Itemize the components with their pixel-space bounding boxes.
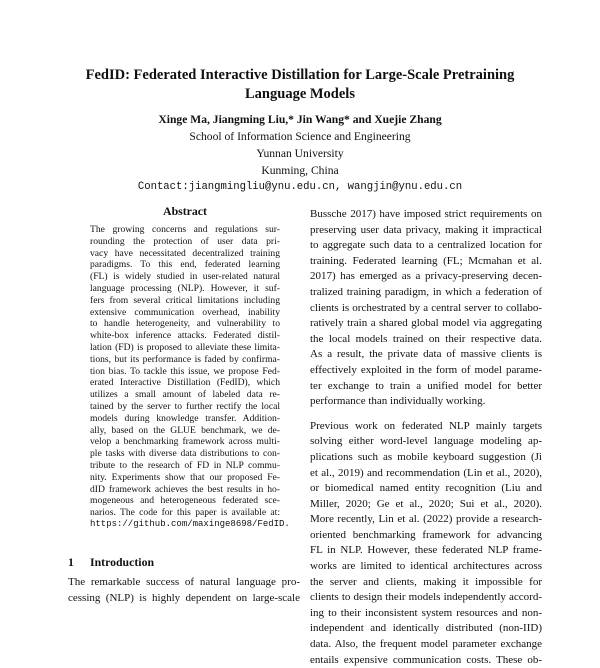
body-line: et al., 2019) and recommendation (Lin et al., 2020),: [310, 466, 542, 479]
body-line: plications such as mobile keyboard suggestion (Ji: [310, 450, 542, 463]
body-line: tralized training paradigm, in which a federation of: [310, 285, 542, 298]
abstract-line: nity. Experiments show that our proposed Fe-: [90, 471, 280, 483]
code-link[interactable]: https://github.com/maxinge8698/FedID.: [90, 518, 290, 529]
body-line: independent and identically distributed (non-IID): [310, 622, 542, 635]
section-heading-introduction: [68, 555, 154, 570]
abstract-line: rounding the protection of user data pri-: [90, 235, 280, 247]
body-line: Miller, 2020; Ge et al., 2020; Sui et al., 2020).: [310, 497, 542, 510]
location: Kunming, China: [261, 164, 339, 177]
abstract-line: ple tasks with diverse data distributions to con-: [90, 448, 280, 460]
abstract-line: ally, based on the GLUE benchmark, we de-: [90, 424, 280, 436]
title-line: FedID: Federated Interactive Distillation for Large-Scale Pretraining: [85, 67, 515, 83]
section-title: Introduction: [90, 555, 155, 569]
body-line: entails expensive communication costs. These ob-: [310, 653, 542, 666]
body-line: Previous work on federated NLP mainly targets: [310, 419, 542, 432]
affiliation: School of Information Science and Engineering: [189, 130, 411, 143]
abstract-line: lation (FD) is proposed to alleviate these limita-: [90, 341, 280, 353]
abstract-heading: Abstract: [163, 204, 207, 218]
intro-line: cessing (NLP) is highly dependent on large-scale: [68, 591, 300, 604]
body-line: As a result, the private data of massive clients is: [310, 348, 542, 361]
body-line: clients to design their models independently accord-: [310, 591, 542, 604]
body-line: data. Also, the frequent model parameter exchange: [310, 638, 542, 651]
body-line: the local models trained on their respective data.: [310, 332, 542, 345]
author-names: Xinge Ma, Jiangming Liu,* Jin Wang* and Xuejie Zhang: [158, 113, 442, 126]
body-line: oriented benchmarking framework for advancing: [310, 528, 542, 541]
body-line: ratively train a shared global model via aggregating: [310, 317, 542, 330]
body-line: FL in NLP. However, these federated NLP frame-: [310, 544, 542, 557]
body-line: ing to their inconsistent system resources and non-: [310, 606, 542, 619]
abstract-line: models during knowledge transfer. Addition-: [90, 412, 280, 424]
body-line: the server and clients, making it impossible for: [310, 575, 542, 588]
body-line: to aggregate such data to a centralized location for: [310, 239, 542, 252]
abstract-line: (FL) is widely studied in user-related natural: [90, 271, 280, 283]
section-number: 1: [68, 555, 74, 569]
paper-title: [60, 66, 540, 104]
abstract-line: fers from several critical limitations including: [90, 294, 280, 306]
abstract-line: tribute to the research of FD in NLP commu-: [90, 459, 280, 471]
paragraph: [310, 207, 542, 410]
introduction-body: [68, 575, 300, 606]
author-block: [60, 111, 540, 196]
abstract-line: mogeneous and heterogeneous federated sce-: [90, 495, 280, 507]
contact-emails: Contact:jiangmingliu@ynu.edu.cn, wangjin@ynu.edu.cn: [137, 181, 463, 193]
abstract-line: white-box inference attacks. Federated distil-: [90, 330, 280, 342]
paragraph: [310, 419, 542, 668]
abstract-line: velop a benchmarking framework across multi-: [90, 436, 280, 448]
university: Yunnan University: [256, 147, 344, 160]
abstract-line: language processing (NLP). However, it suf-: [90, 282, 280, 294]
abstract-line: utilizes a small amount of labeled data re-: [90, 389, 280, 401]
right-column: [310, 207, 542, 668]
body-line: solving either word-level language modeling ap-: [310, 435, 542, 448]
abstract-line: tions, but its performance is faded by confirma-: [90, 353, 280, 365]
body-line: Bussche 2017) have imposed strict requirements on: [310, 208, 542, 220]
body-line: works are limited to identical architectures across: [310, 560, 542, 573]
body-line: 2017) has emerged as a privacy-preserving decen-: [310, 270, 542, 283]
body-line: training. Federated learning (FL; Mcmahan et al.: [310, 254, 542, 267]
abstract-line: The growing concerns and regulations sur-: [90, 224, 280, 235]
title-line: Language Models: [245, 86, 355, 102]
body-line: ter exchange to train a unified model for better: [310, 379, 542, 392]
body-line: preserving user data privacy, making it impractical: [310, 223, 542, 236]
abstract-line: vacy have necessitated decentralized training: [90, 247, 280, 259]
body-line: or biomedical named entity recognition (Liu and: [310, 482, 542, 495]
abstract-line: erated Interactive Distillation (FedID), which: [90, 377, 280, 389]
intro-line: The remarkable success of natural language pro-: [68, 576, 300, 588]
abstract-line: tion bias. To tackle this issue, we propose Fed-: [90, 365, 280, 377]
abstract-line: extensive communication overhead, inability: [90, 306, 280, 318]
abstract-line: tained by the server to further rectify the local: [90, 400, 280, 412]
abstract-line: dID framework achieves the best results in ho-: [90, 483, 280, 495]
body-line: performance than individually working.: [310, 395, 486, 408]
abstract-line: narios. The code for this paper is available at:: [90, 507, 280, 519]
body-line: clients is orchestrated by a central server to collabo-: [310, 301, 542, 314]
abstract-line: paradigms. To this end, federated learning: [90, 259, 280, 271]
abstract-body: [90, 224, 290, 531]
abstract-line: to handle heterogeneity, and vulnerability to: [90, 318, 280, 330]
body-line: effectively exploited in the form of model parame-: [310, 363, 542, 376]
body-line: More recently, Lin et al. (2022) provide a research-: [310, 513, 542, 526]
